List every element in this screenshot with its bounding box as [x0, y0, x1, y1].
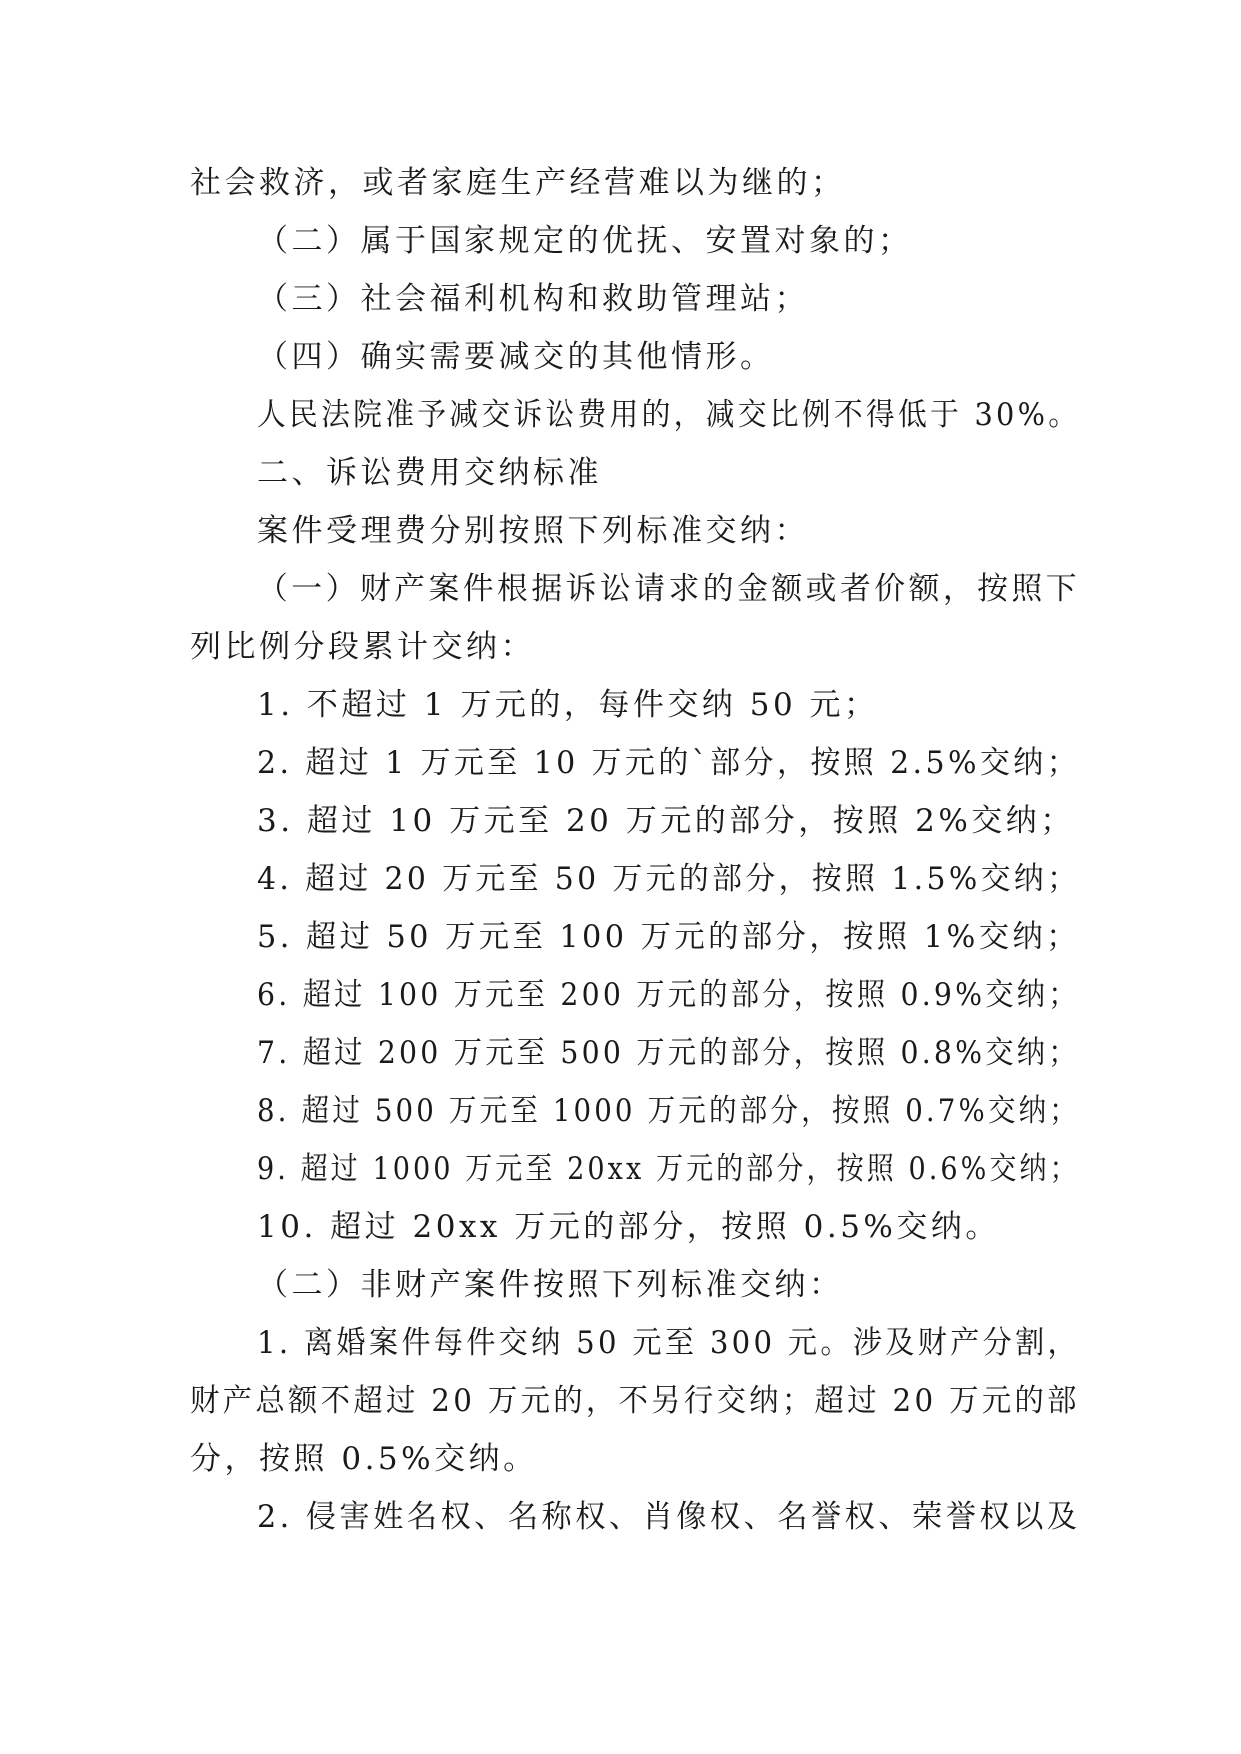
section-heading: 二、诉讼费用交纳标准 — [257, 455, 602, 491]
list-item: 6. 超过 100 万元至 200 万元的部分，按照 0.9%交纳； — [257, 977, 1080, 1013]
list-item: 9. 超过 1000 万元至 20xx 万元的部分，按照 0.6%交纳； — [257, 1151, 1080, 1187]
list-item: 5. 超过 50 万元至 100 万元的部分，按照 1%交纳； — [257, 919, 1081, 955]
list-item: 10. 超过 20xx 万元的部分，按照 0.5%交纳。 — [257, 1209, 1000, 1245]
text-line: 社会救济，或者家庭生产经营难以为继的； — [190, 165, 846, 201]
list-item: 3. 超过 10 万元至 20 万元的部分，按照 2%交纳； — [257, 803, 1075, 839]
list-item: 2. 侵害姓名权、名称权、肖像权、名誉权、荣誉权以及 — [257, 1499, 1081, 1535]
list-item: 1. 离婚案件每件交纳 50 元至 300 元。涉及财产分割， — [257, 1325, 1080, 1361]
list-item: 2. 超过 1 万元至 10 万元的`部分，按照 2.5%交纳； — [257, 745, 1081, 781]
text-line: （二）非财产案件按照下列标准交纳： — [257, 1267, 844, 1303]
text-line: 列比例分段累计交纳： — [190, 629, 535, 665]
text-line: 分，按照 0.5%交纳。 — [190, 1441, 538, 1477]
text-line: （三）社会福利机构和救助管理站； — [257, 281, 809, 317]
list-item: 4. 超过 20 万元至 50 万元的部分，按照 1.5%交纳； — [257, 861, 1081, 897]
list-item: 8. 超过 500 万元至 1000 万元的部分，按照 0.7%交纳； — [257, 1093, 1081, 1129]
text-line: 人民法院准予减交诉讼费用的，减交比例不得低于 30%。 — [257, 397, 1081, 433]
list-item: 1. 不超过 1 万元的，每件交纳 50 元； — [257, 687, 879, 723]
text-line: 案件受理费分别按照下列标准交纳： — [257, 513, 809, 549]
text-line: （四）确实需要减交的其他情形。 — [257, 339, 775, 375]
text-line: （二）属于国家规定的优抚、安置对象的； — [257, 223, 913, 259]
list-item: 7. 超过 200 万元至 500 万元的部分，按照 0.8%交纳； — [257, 1035, 1080, 1071]
text-line: （一）财产案件根据诉讼请求的金额或者价额，按照下 — [257, 571, 1081, 607]
text-line: 财产总额不超过 20 万元的，不另行交纳；超过 20 万元的部 — [190, 1383, 1080, 1419]
